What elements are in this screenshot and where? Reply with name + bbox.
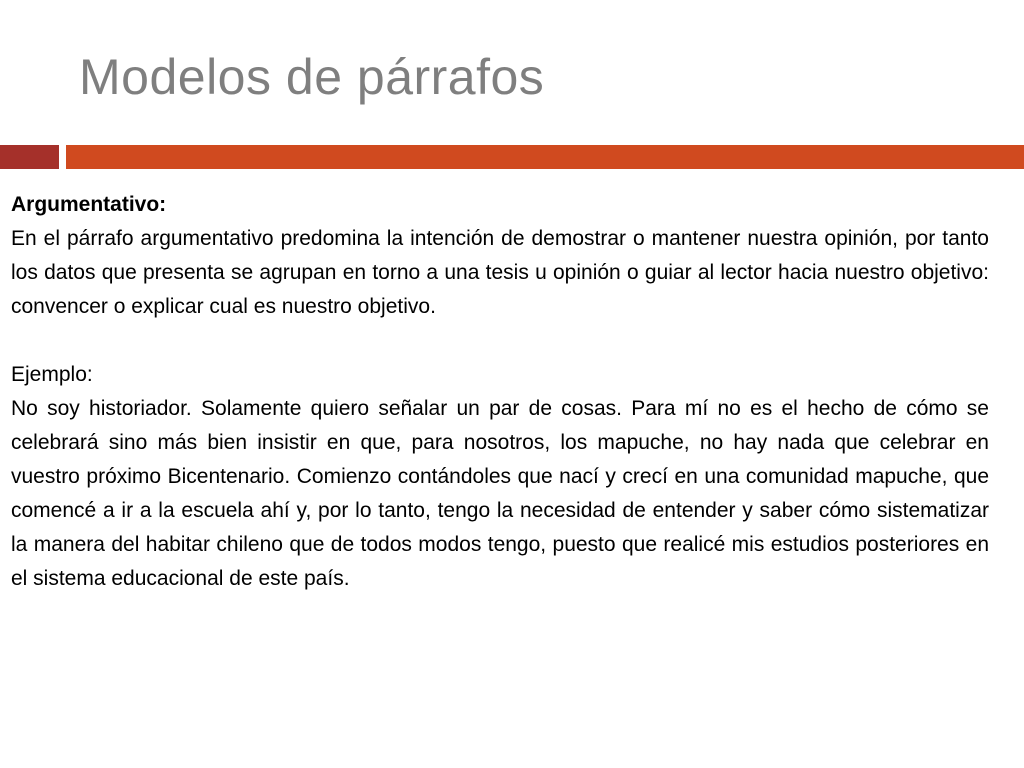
slide-content [11,188,989,596]
example-label: Ejemplo: [11,363,93,386]
definition-paragraph: En el párrafo argumentativo predomina la intención de demostrar o mantener nuestra opinión, por tanto los datos que presenta se agrupan en torno a una tesis u opinión o guiar al lector hacia nuestro objetivo: convencer o explicar cual es nuestro objetivo. [11,227,989,318]
example-paragraph: No soy historiador. Solamente quiero señalar un par de cosas. Para mí no es el hecho de cómo se celebrará sino más bien insistir en que, para nosotros, los mapuche, no hay nada que celebrar en vuestro próximo Bicentenario. Comienzo contándoles que nací y crecí en una comunidad mapuche, que comencé a ir a la escuela ahí y, por lo tanto, tengo la necesidad de entender y saber cómo sistematizar la manera del habitar chileno que de todos modos tengo, puesto que realicé mis estudios posteriores en el sistema educacional de este país. [11,397,989,590]
slide-title: Modelos de párrafos [79,49,545,105]
accent-bar-left [0,145,59,169]
section-heading: Argumentativo: [11,193,167,216]
paragraph-spacer [11,324,989,358]
accent-bar-right [66,145,1024,169]
